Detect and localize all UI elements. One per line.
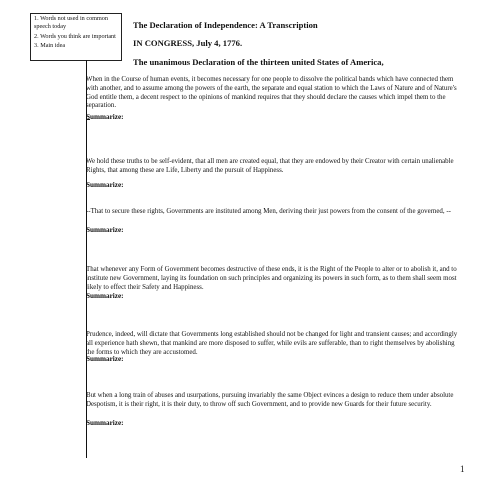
summarize-label-5: Summarize: xyxy=(86,355,124,363)
document-header xyxy=(133,20,463,75)
paragraph-5: Prudence, indeed, will dictate that Governments long established should not be changed for light and transient causes; and accordingly all experience hath shewn, that mankind are more disposed to suffer, while evils are sufferable, than to right themselves by abolishing the forms to which they are accustomed. xyxy=(86,331,458,356)
paragraph-6: But when a long train of abuses and usurpations, pursuing invariably the same Object evinces a design to reduce them under absolute Despotism, it is their right, it is their duty, to throw off such Government, and to provide new Guards for their future security. xyxy=(86,392,454,408)
document-title: The Declaration of Independence: A Transcription xyxy=(133,20,318,30)
legend-item-main-idea: 3. Main idea xyxy=(34,42,66,50)
document-subtitle: The unanimous Declaration of the thirteen united States of America, xyxy=(133,56,384,67)
summarize-label-1: Summarize: xyxy=(86,113,124,121)
paragraph-1: When in the Course of human events, it becomes necessary for one people to dissolve the political bands which have connected them with another, and to assume among the powers of the earth, the separate and equal station to which the Laws of Nature and of Nature's God entitle them, a decent respect to the opinions of mankind requires that they should declare the causes which impel them to the separation. xyxy=(86,76,457,110)
summarize-label-6: Summarize: xyxy=(86,419,124,427)
congress-date: IN CONGRESS, July 4, 1776. xyxy=(133,38,243,49)
paragraph-3: --That to secure these rights, Governments are instituted among Men, deriving their just powers from the consent of the governed, -- xyxy=(86,208,451,215)
annotation-legend-box xyxy=(30,13,122,61)
paragraph-4: That whenever any Form of Government becomes destructive of these ends, it is the Right of the People to alter or to abolish it, and to institute new Government, laying its foundation on such principles and organizing its powers in such form, as to them shall seem most likely to effect their Safety and Happiness. xyxy=(86,266,457,291)
paragraph-2: We hold these truths to be self-evident, that all men are created equal, that they are endowed by their Creator with certain unalienable Rights, that among these are Life, Liberty and the pursuit of Happiness. xyxy=(86,158,454,174)
legend-item-important-words: 2. Words you think are important xyxy=(34,32,116,40)
summarize-label-3: Summarize: xyxy=(86,226,124,234)
summarize-label-2: Summarize: xyxy=(86,181,124,189)
page-number: 1 xyxy=(460,464,465,474)
summarize-label-4: Summarize: xyxy=(86,292,124,300)
legend-item-uncommon-words: 1. Words not used in common speech today xyxy=(34,15,108,30)
